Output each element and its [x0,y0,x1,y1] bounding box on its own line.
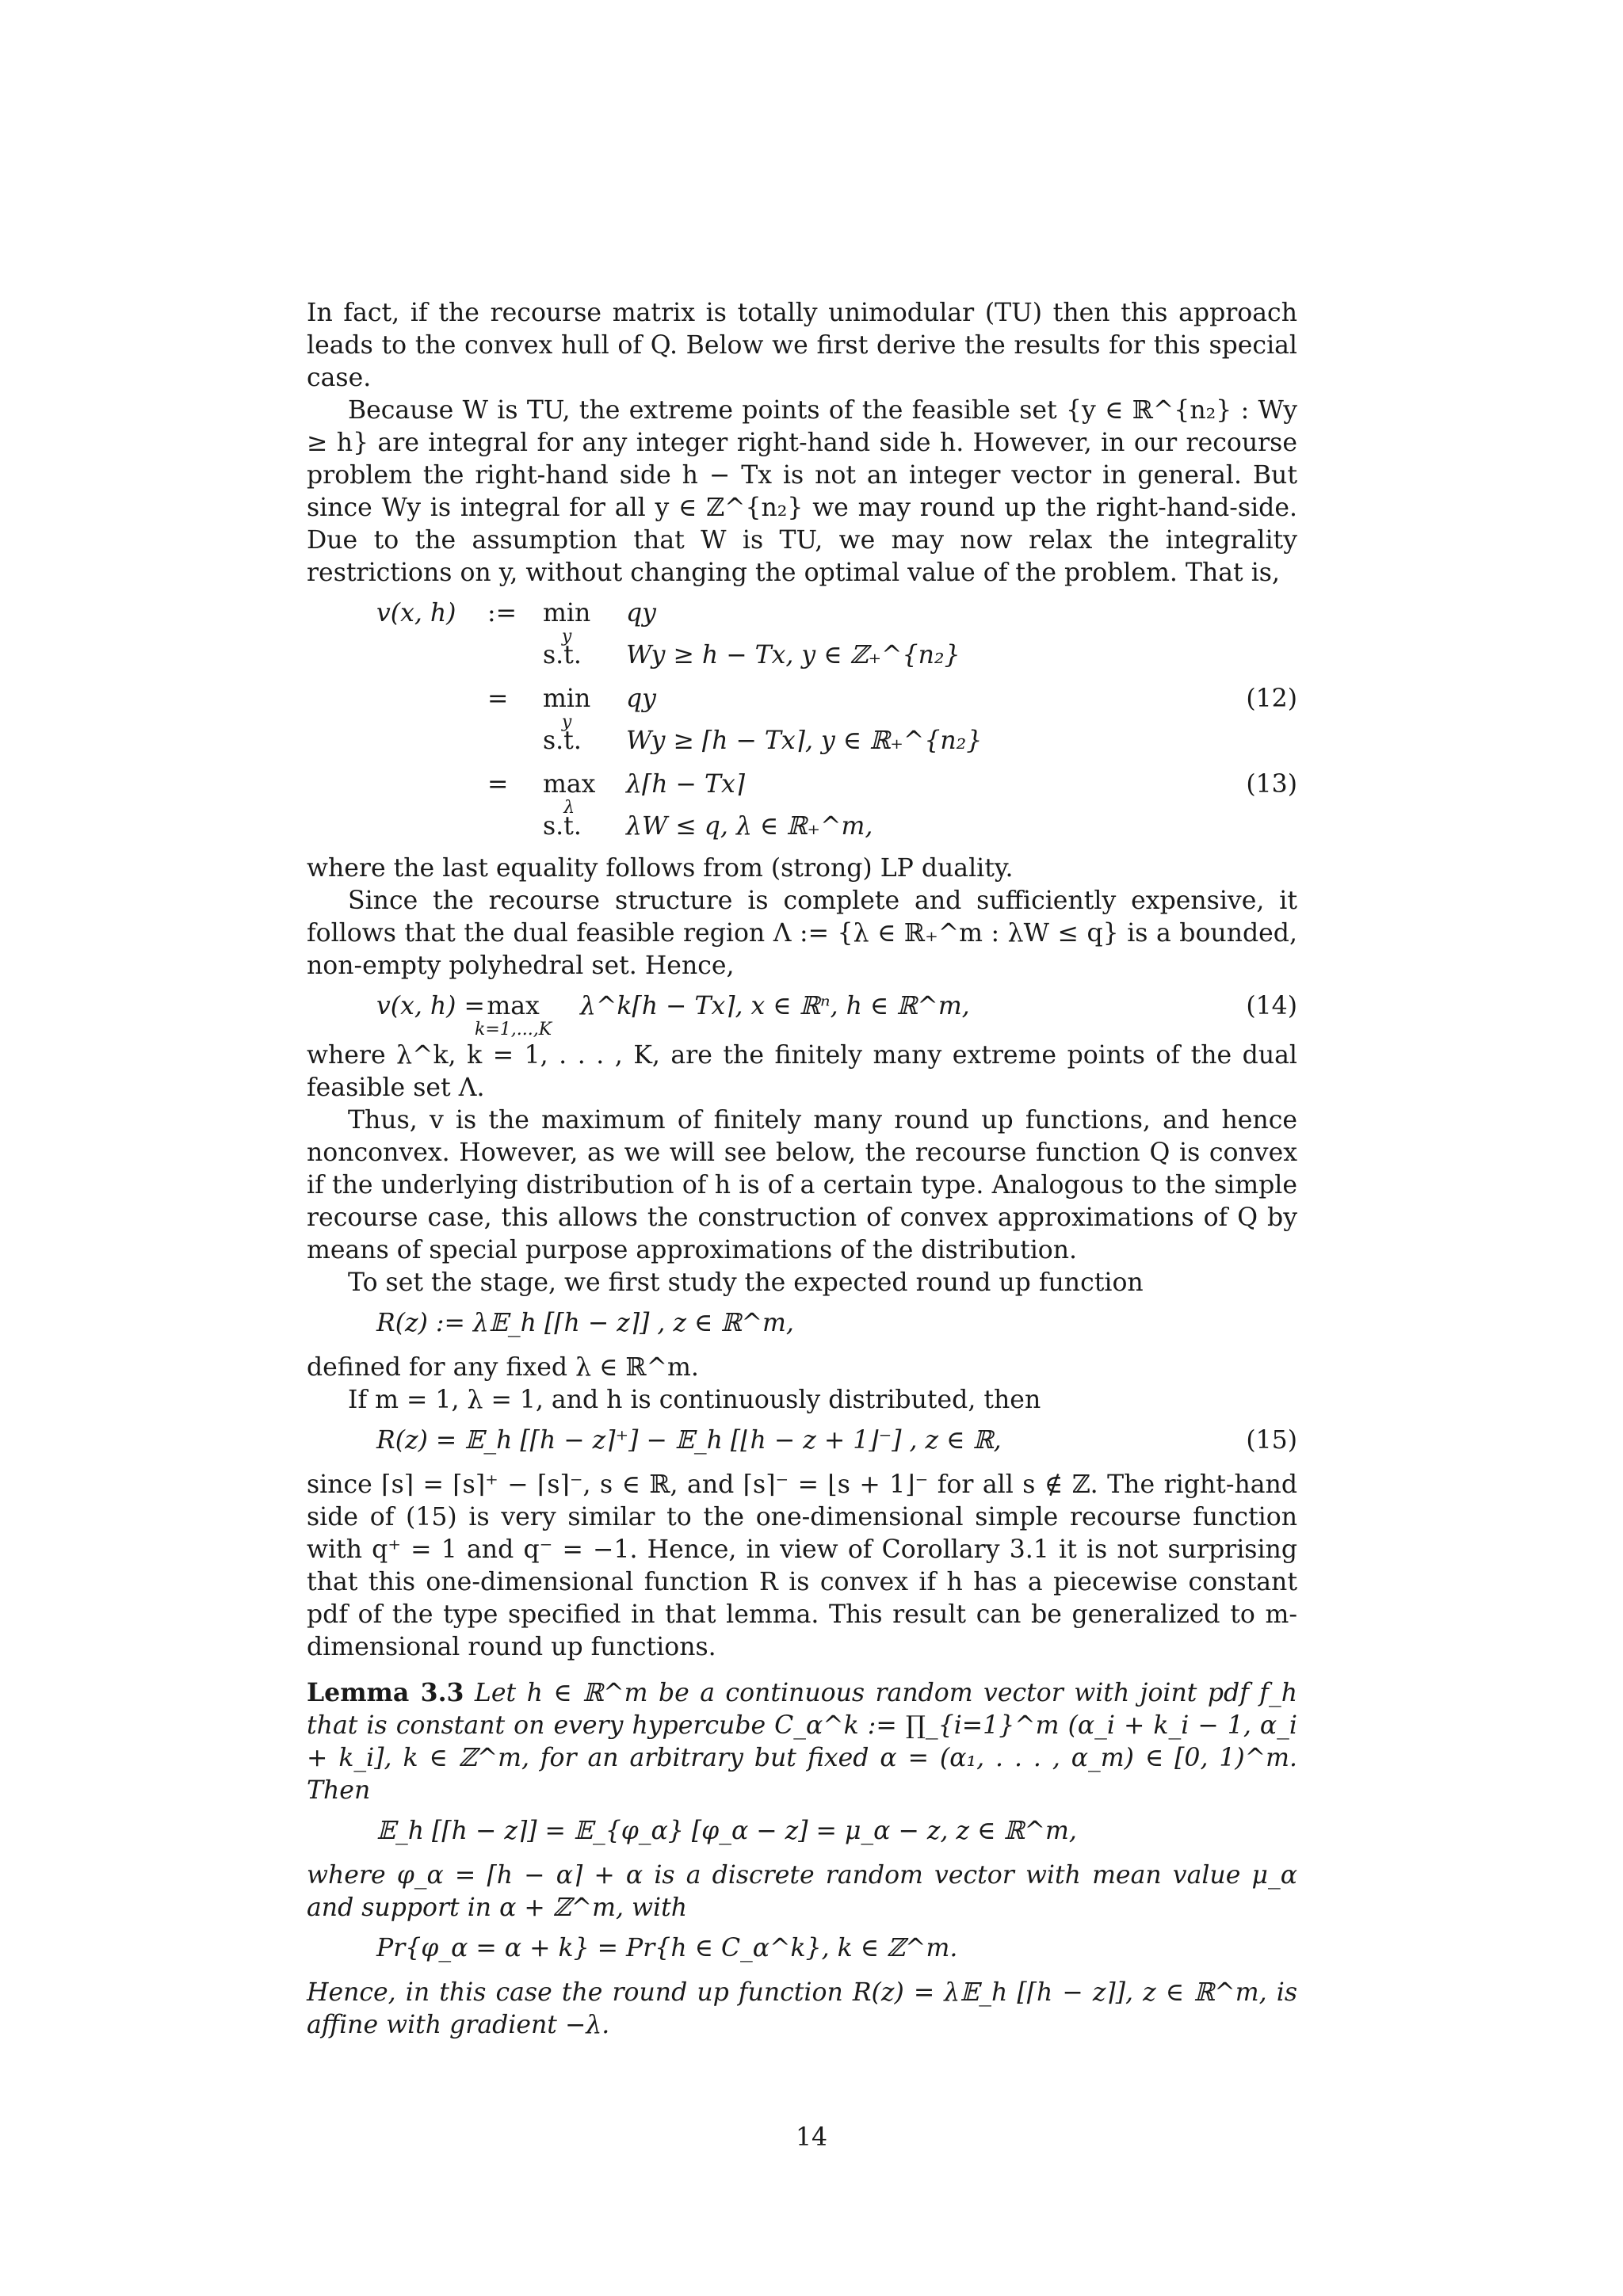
paragraph-7: To set the stage, we first study the expected round up function [348,1268,1144,1297]
eq-obj-1: qy [626,599,656,627]
lemma-eqA: 𝔼_h [⌈h − z⌉] = 𝔼_{φ_α} [φ_α − z] = μ_α − z, z ∈ ℝ^m, [376,1817,1077,1845]
paragraph-10: since ⌈s⌉ = ⌈s⌉⁺ − ⌈s⌉⁻, s ∈ ℝ, and ⌈s⌉⁻ = ⌊s + 1⌋⁻ for all s ∉ ℤ. The right-hand side of (15) is very similar to the one-dimensional simple recourse function with q⁺ = 1 and q⁻ = −1. Hence, in view of Corollary 3.1 it is not surprising that this one-dimensional function R is convex if h has a piecewise constant pdf of the type specified in that lemma. This result can be generalized to m-dimensional round up functions. [307,1470,1297,1661]
eq-min-2: min y [543,685,591,732]
eq14-max: max k=1,...,K [475,992,552,1039]
paragraph-6: Thus, v is the maximum of finitely many round up functions, and hence nonconvex. However, as we will see below, the recourse function Q is convex if the underlying distribution of h is of a certain type. Analogous to the simple recourse case, this allows the construction of convex approximations of Q by means of special purpose approximations of the distribution. [307,1106,1297,1264]
eq-row-4 [307,725,1297,757]
lemma-text-3: Hence, in this case the round up function R(z) = λ𝔼_h [⌈h − z⌉], z ∈ ℝ^m, is affine with gradient −λ. [307,1978,1297,2039]
paragraph-3: where the last equality follows from (strong) LP duality. [307,854,1014,883]
paragraph-2: Because W is TU, the extreme points of the feasible set {y ∈ ℝ^{n₂} : Wy ≥ h} are integral for any integer right-hand side h. However, in our recourse problem the right-hand side h − Tx is not an integer vector in general. But since Wy is integral for all y ∈ ℤ^{n₂} we may round up the right-hand-side. Due to the assumption that W is TU, we may now relax the integrality restrictions on y, without changing the optimal value of the problem. That is, [307,396,1297,587]
eq-constraint-2: Wy ≥ ⌈h − Tx⌉, y ∈ ℝ₊^{n₂} [626,727,983,755]
eq-number-12: (12) [1246,685,1297,713]
eq-constraint-1: Wy ≥ h − Tx, y ∈ ℤ₊^{n₂} [626,641,960,669]
eq-equals-2: = [487,770,509,799]
eq-row-5 [307,769,1297,818]
eq-row-1 [307,597,1297,646]
eq-number-15: (15) [1246,1426,1297,1455]
eq-row-2 [307,639,1297,672]
paragraph-4: Since the recourse structure is complete and sufficiently expensive, it follows that the dual feasible region Λ := {λ ∈ ℝ₊^m : λW ≤ q} is a bounded, non-empty polyhedral set. Hence, [307,887,1297,980]
eq-st-2: s.t. [543,727,582,755]
eq-st-3: s.t. [543,812,582,841]
eq14-rhs: λ^k⌈h − Tx⌉, x ∈ ℝⁿ, h ∈ ℝ^m, [580,992,970,1020]
eqR-content: R(z) := λ𝔼_h [⌈h − z⌉] , z ∈ ℝ^m, [376,1309,794,1337]
paragraph-5: where λ^k, k = 1, . . . , K, are the finitely many extreme points of the dual feasible set Λ. [307,1041,1297,1102]
equation-15 [307,1425,1297,1461]
eq-obj-2: qy [626,685,656,713]
lemma-equation-A [307,1815,1297,1852]
eq-equals-1: = [487,685,509,713]
lemma-eqB: Pr{φ_α = α + k} = Pr{h ∈ C_α^k}, k ∈ ℤ^m. [376,1934,958,1962]
lemma-title: Lemma 3.3 [307,1678,464,1707]
lemma-3-3 [307,1676,1297,2042]
eq14-lhs: v(x, h) = [376,992,485,1020]
lemma-text-1: Let h ∈ ℝ^m be a continuous random vector with joint pdf f_h that is constant on every hypercube C_α^k := ∏_{i=1}^m (α_i + k_i − 1, α_i + k_i], k ∈ ℤ^m, for an arbitrary but fixed α = (α₁, . . . , α_m) ∈ [0, 1)^m. Then [307,1679,1298,1805]
paragraph-9: If m = 1, λ = 1, and h is continuously distributed, then [348,1386,1041,1414]
eq-min-1: min y [543,599,591,646]
eq-number-14: (14) [1246,992,1297,1020]
eq-obj-dual: λ⌈h − Tx⌉ [626,770,746,799]
equation-array-12-13 [307,597,1297,843]
eq-number-13: (13) [1246,770,1297,799]
lemma-text-2: where φ_α = ⌈h − α⌉ + α is a discrete random vector with mean value μ_α and support in α + ℤ^m, with [307,1861,1297,1922]
eq15-content: R(z) = 𝔼_h [⌈h − z⌉⁺] − 𝔼_h [⌊h − z + 1⌋⁻] , z ∈ ℝ, [376,1426,1002,1455]
eq-constraint-3: λW ≤ q, λ ∈ ℝ₊^m, [626,812,873,841]
eq-max-1: max λ [543,770,596,818]
page-number: 14 [795,2123,828,2152]
lemma-equation-B [307,1932,1297,1969]
eq-row-6 [307,810,1297,843]
eq-lhs: v(x, h) [376,599,456,627]
equation-14 [307,990,1297,1039]
equation-R [307,1307,1297,1344]
page-body [307,297,1297,2042]
eq-row-3 [307,683,1297,732]
eq-st-1: s.t. [543,641,582,669]
paragraph-8: defined for any fixed λ ∈ ℝ^m. [307,1353,699,1382]
paragraph-1: In fact, if the recourse matrix is totally unimodular (TU) then this approach leads to the convex hull of Q. Below we first derive the results for this special case. [307,299,1297,392]
eq-def: := [487,599,517,627]
